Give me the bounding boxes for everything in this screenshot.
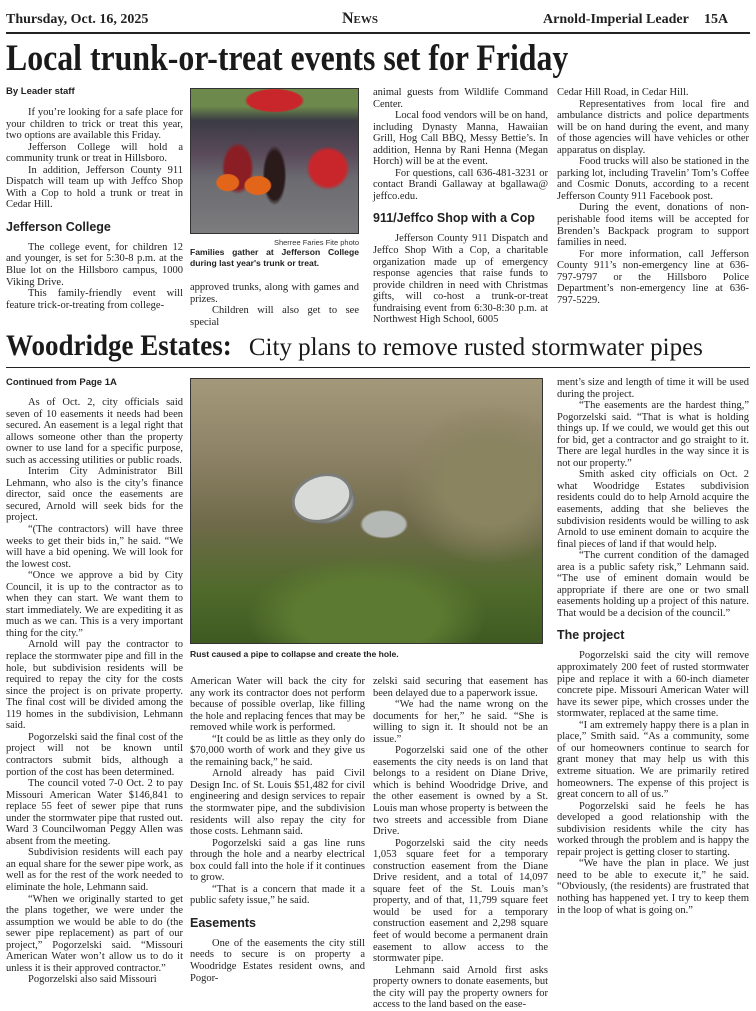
byline: By Leader staff [6,86,75,97]
paragraph: As of Oct. 2, city officials said seven of 10 easements it needs had been secured. An easement is a legal right that allows someone other than the property owner to use land for a specific purpose, such as accessing utilities or public roads. [6,397,183,466]
paragraph: Pogorzelski said he feels he has developed a good relationship with the subdivision residents while the city has worked through the problem and is happy the repair project is getting closer to starting. [557,800,749,858]
paragraph: During the event, donations of non-perishable food items will be accepted for Brenden’s Backpack program to support families in need. [557,202,749,249]
paragraph: Pogorzelski said one of the other easements the city needs is on land that belongs to a resident on Diane Drive, which is behind Woodridge Drive, and the other easement is owned by a St. Louis man whose property is between the two streets and accessible from Diane Drive. [373,745,548,838]
paragraph: Jefferson County 911 Dispatch and Jeffco Shop With a Cop, a charitable organization made up of emergency response agencies that raise funds to provide children in need with Christmas gifts, will co-host a trunk-or-treat fundraising event from 6:30-8:30 p.m. at Northwest High School, 6005 [373,233,548,326]
top-column-3 [373,87,548,326]
paragraph: “(The contractors) will have three weeks to get their bids in,” he said. “We will have a bid opening. We will look for the lowest cost. [6,524,183,570]
paragraph: Food trucks will also be stationed in the parking lot, including Travelin’ Tom’s Coffee and Cosmic Donuts, according to a recent Jefferson County 911 Facebook post. [557,156,749,202]
paragraph: animal guests from Wildlife Command Center. [373,87,548,110]
paragraph: Pogorzelski said the final cost of the project will not be known until contractors submit bids, although a portion of the cost has been determined. [6,731,183,778]
bottom-column-4 [557,377,749,916]
pipe-opening [285,465,360,531]
paragraph: Pogorzelski also said Missouri [28,974,157,986]
paragraph: Representatives from local fire and ambulance districts and police departments will be on hand during the event, and many of those agencies will have vehicles or other apparatus on display. [557,98,749,156]
paragraph: “When we originally started to get the plans together, we were under the assumption we would be able to do (the sewer pipe replacement) as part of our project,” Pogorzelski said. “Missouri American Water won’t allow us to do it unless it is their approved contractor.” [6,893,183,974]
subheading: Jefferson College [6,219,111,234]
top-headline: Local trunk-or-treat events set for Friday [6,38,569,79]
jump-label: Continued from Page 1A [6,377,117,388]
paragraph: “It could be as little as they only do $70,000 worth of work and they give us the remaining back,” he said. [190,733,365,768]
paragraph: Children will also get to see special [190,305,359,328]
paragraph: Cedar Hill Road, in Cedar Hill. [557,87,689,98]
paragraph: “Once we approve a bid by City Council, it is up to the contractor as to when they can start. We want them to start immediately. We are expediting it as much as we can. This is a very important thing for the city.” [6,570,183,639]
paragraph: Subdivision residents will each pay an equal share for the sewer pipe work, as well as for the rest of the work needed to eliminate the hole, Lehmann said. [6,847,183,893]
paragraph: One of the easements the city still needs to secure is on property a Woodridge Estates resident owns, and Pogor- [190,937,365,984]
paragraph: If you’re looking for a safe place for your children to trick or treat this year, two options are available this Friday. [6,107,183,142]
collapsed-pipe-photo [190,378,543,644]
photo-caption-block [190,238,359,269]
paragraph: “The current condition of the damaged area is a public safety risk,” Lehmann said. “The use of eminent domain would be appropriate if there are one or two small easements holding up a project of this nature. That would be a decision of the council.” [557,550,749,619]
bottom-column-2 [190,676,365,984]
paper-name: Arnold-Imperial Leader [543,12,689,27]
paragraph: This family-friendly event will feature trick-or-treating from college- [6,288,183,311]
bottom-headline-kicker: Woodridge Estates: [6,329,232,362]
subheading: Easements [190,915,257,930]
subheading: 911/Jeffco Shop with a Cop [373,211,535,226]
bottom-headline [6,328,703,369]
paragraph: Lehmann said Arnold first asks property owners to donate easements, but the city will pay the property owners for access to the land based on the ease- [373,964,548,1011]
paragraph: In addition, Jefferson County 911 Dispatch will team up with Jeffco Shop With a Cop to hold a trunk or treat in Cedar Hill. [6,164,183,211]
paragraph: Local food vendors will be on hand, including Dynasty Manna, Hawaiian Grill, Hog Call BBQ, Messy Bettie’s. In addition, Henna by Rani Henna (Megan Horch) will be at the event. [373,110,548,168]
paragraph: “We have the plan in place. We just need to be able to execute it,” he said. “Obviously, (the residents) are frustrated that nothing has happened yet. I try to keep them in the loop of what is going on.” [557,858,749,916]
bottom-headline-main: City plans to remove rusted stormwater pipes [248,334,703,361]
paragraph: For more information, call Jefferson County 911’s non-emergency line at 636-797-9797 or the Hillsboro Police Department’s non-emergency line at 636-797-5229. [557,248,749,306]
masthead-rule [6,32,750,34]
paragraph: Smith asked city officials on Oct. 2 what Woodridge Estates subdivision residents could do to help Arnold acquire the easements, adding that she believes the subdivision residents would be willing to ask Arnold to use eminent domain to acquire the final pieces of land if that would help. [557,469,749,550]
paragraph: ment’s size and length of time it will be used during the project. [557,377,749,400]
paragraph: “The easements are the hardest thing,” Pogorzelski said. “That is what is holding things up. If we could, we would get this out for bid, get a contractor and go straight to it. There are legal hurdles in the way since it is not our property.” [557,400,749,469]
paragraph: “We had the name wrong on the documents for her,” he said. “She is willing to sign it. It should not be an issue.” [373,699,548,745]
bottom-column-1 [6,377,183,986]
paragraph: Arnold already has paid Civil Design Inc. of St. Louis $51,482 for civil engineering and design services to repair the stormwater pipe, and the subdivision residents will also repay the city for those costs. Lehmann said. [190,768,365,838]
trunk-or-treat-photo [190,88,359,234]
paragraph: Arnold will pay the contractor to replace the stormwater pipe and fill in the hole, but subdivision residents will be required to repay the city for the costs since the project is on private property. The final cost will be divided among the 119 homes in the subdivision, Lehmann said. [6,639,183,732]
paragraph: Pogorzelski said a gas line runs through the hole and a nearby electrical box could fall into the hole if it continues to grow. [190,837,365,884]
issue-date: Thursday, Oct. 16, 2025 [6,12,149,27]
bottom-photo-caption: Rust caused a pipe to collapse and create the hole. [190,649,399,659]
paragraph: Jefferson College will hold a community trunk or treat in Hillsboro. [6,141,183,165]
paragraph: The council voted 7-0 Oct. 2 to pay Missouri American Water $146,841 to replace 55 feet of sewer pipe that runs under the stormwater pipe that rusted out. Ward 3 Councilwoman Peggy Allen was absent from the meeting. [6,778,183,847]
section-name: News [342,10,379,27]
section-rule [6,367,750,368]
photo-caption: Families gather at Jefferson College during last year's trunk or treat. [190,247,359,268]
top-column-1 [6,86,183,311]
page-number: 15A [704,12,729,27]
photo-credit: Sherree Faries Fite photo [273,238,359,247]
paragraph: The college event, for children 12 and younger, is set for 5:30-8 p.m. at the Blue lot on the Hillsboro campus, 1000 Viking Drive. [6,241,183,288]
paragraph: zelski said securing that easement has been delayed due to a paperwork issue. [373,676,548,699]
paragraph: Pogorzelski said the city needs 1,053 square feet for a temporary construction easement from the Diane Drive resident, and a total of 14,097 square feet of the St. Louis man’s property, and of that, 11,799 square feet would be used for a temporary construction easement and 2,298 square feet of would become a permanent drain easement to allow access to the stormwater pipe. [373,837,548,965]
paragraph: Interim City Administrator Bill Lehmann, who also is the city’s finance director, said once the easements are secured, Arnold will seek bids for the project. [6,466,183,524]
subheading: The project [557,628,625,643]
paragraph: “That is a concern that made it a public safety issue,” he said. [190,883,365,907]
paragraph: Pogorzelski said the city will remove approximately 200 feet of rusted stormwater pipe and replace it with a 60-inch diameter concrete pipe. Missouri American Water will have its sewer pipe, which crosses under the stormwater, replaced at the same time. [557,650,749,720]
bottom-column-3 [373,676,548,1011]
paragraph: For questions, call 636-481-3231 or contact Brandi Gallaway at bgallawa@ jeffco.edu. [373,167,548,202]
top-column-4 [557,87,749,306]
paragraph: “I am extremely happy there is a plan in place,” Smith said. “As a community, some of our homeowners continue to search for grant money that may help us with this extreme situation. We are primarily retired homeowners. The expense of this project is great concern to all of us.” [557,719,749,801]
paragraph: American Water will back the city for any work its contractor does not perform because of possible overlap, like filling the hole and replacing fences that may be removed while work is performed. [190,676,365,734]
top-column-2 [190,282,359,328]
paragraph: approved trunks, along with games and prizes. [190,282,359,305]
